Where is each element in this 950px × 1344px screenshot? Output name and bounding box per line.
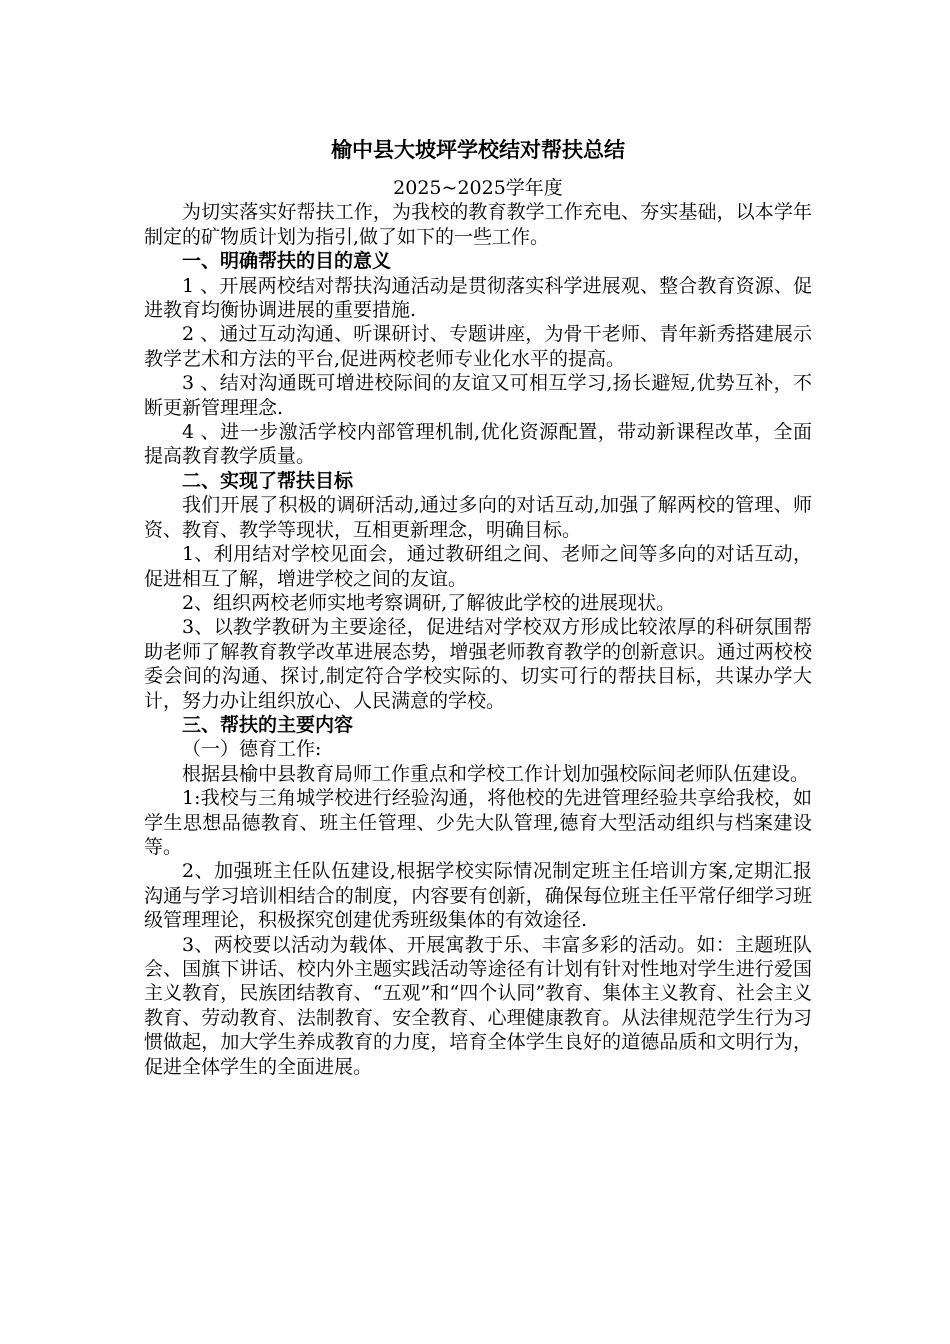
section-2-paragraph-1: 我们开展了积极的调研活动,通过多向的对话互动,加强了解两校的管理、师资、教育、教学等现状，互相更新理念，明确目标。 bbox=[144, 494, 812, 541]
section-3-paragraph-1: 根据县榆中县教育局师工作重点和学校工作计划加强校际间老师队伍建设。 bbox=[182, 762, 810, 785]
section-3-paragraph-4: 3、两校要以活动为载体、开展寓教于乐、丰富多彩的活动。如：主题班队会、国旗下讲话、校内外主题实践活动等途径有计划有针对性地对学生进行爱国主义教育，民族团结教育、“五观”和“四个认同”教育、集体主义教育、社会主义教育、劳动教育、法制教育、安全教育、心理健康教育。从法律规范学生行为习惯做起，加大学生养成教育的力度，培育全体学生良好的道德品质和文明行为，促进全体学生的全面进展。 bbox=[144, 933, 812, 1078]
section-1-paragraph-3: 3 、结对沟通既可增进校际间的友谊又可相互学习,扬长避短,优势互补，不断更新管理理念. bbox=[144, 372, 812, 419]
document-page bbox=[144, 132, 812, 1079]
section-3-subheading: （一）德育工作: bbox=[182, 738, 322, 761]
section-2-paragraph-4: 3、以教学教研为主要途径，促进结对学校双方形成比较浓厚的科研氛围帮助老师了解教育教学改革进展态势，增强老师教育教学的创新意识。通过两校校委会间的沟通、探讨,制定符合学校实际的、切实可行的帮扶目标，共谋办学大计，努力办让组织放心、人民满意的学校。 bbox=[144, 616, 812, 712]
section-3-paragraph-3: 2、加强班主任队伍建设,根据学校实际情况制定班主任培训方案,定期汇报沟通与学习培训相结合的制度，内容要有创新，确保每位班主任平常仔细学习班级管理理论，积极探究创建优秀班级集体的有效途径. bbox=[144, 860, 812, 932]
section-3-paragraph-2: 1:我校与三角城学校进行经验沟通，将他校的先进管理经验共享给我校，如学生思想品德教育、班主任管理、少先大队管理,德育大型活动组织与档案建设等。 bbox=[144, 787, 812, 858]
section-2-paragraph-3: 2、组织两校老师实地考察调研,了解彼此学校的进展现状。 bbox=[182, 591, 676, 614]
section-2-heading: 二、实现了帮扶目标 bbox=[182, 469, 354, 492]
document-title: 榆中县大坡坪学校结对帮扶总结 bbox=[331, 138, 625, 162]
section-1-paragraph-2: 2 、通过互动沟通、听课研讨、专题讲座，为骨干老师、青年新秀搭建展示教学艺术和方法的平台,促进两校老师专业化水平的提高。 bbox=[144, 323, 812, 370]
section-1-paragraph-1: 1 、开展两校结对帮扶沟通活动是贯彻落实科学进展观、整合教育资源、促进教育均衡协调进展的重要措施. bbox=[144, 274, 812, 322]
section-2-paragraph-2: 1、利用结对学校见面会，通过教研组之间、老师之间等多向的对话互动，促进相互了解，增进学校之间的友谊。 bbox=[144, 543, 812, 590]
section-1-heading: 一、明确帮扶的目的意义 bbox=[182, 250, 392, 273]
section-3-heading: 三、帮扶的主要内容 bbox=[182, 713, 354, 736]
section-1-paragraph-4: 4 、进一步激活学校内部管理机制,优化资源配置，带动新课程改革，全面提高教育教学质量。 bbox=[144, 421, 812, 468]
intro-paragraph: 为切实落实好帮扶工作，为我校的教育教学工作充电、夯实基础，以本学年制定的矿物质计划为指引,做了如下的一些工作。 bbox=[144, 201, 812, 248]
document-subtitle: 2025~2025学年度 bbox=[393, 177, 563, 199]
